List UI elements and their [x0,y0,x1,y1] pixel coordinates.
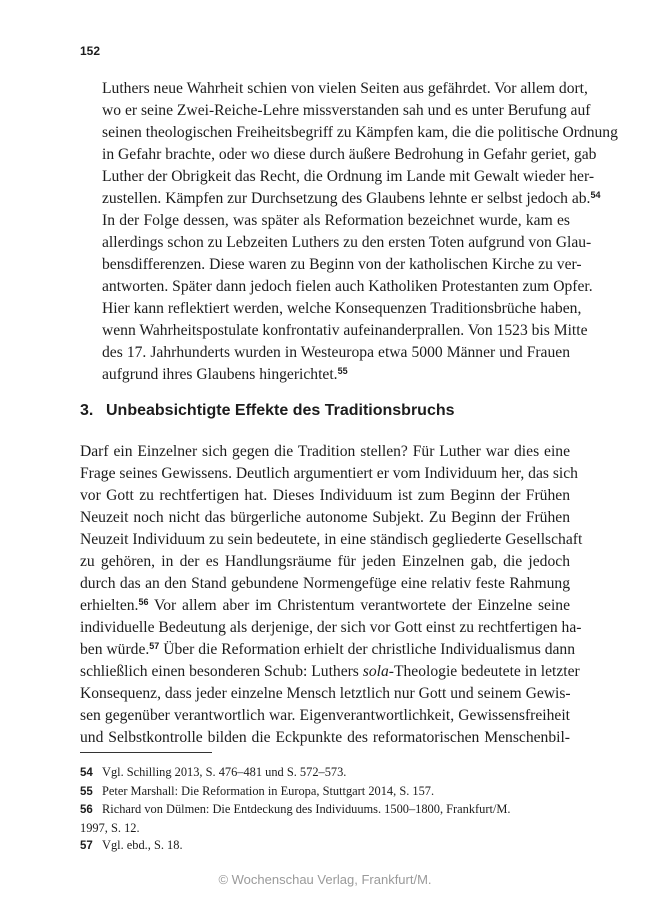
text-line [80,639,576,661]
section-title: Unbeabsichtigte Effekte des Traditionsbruchs [106,402,455,419]
text-line: Luther der Obrigkeit das Recht, die Ordnung im Lande mit Gewalt wieder her- [102,168,595,185]
footnote-text: Peter Marshall: Die Reformation in Europa, Stuttgart 2014, S. 157. [102,783,435,798]
text-line: wenn Wahrheitspostulate konfrontativ aufeinanderprallen. Von 1523 bis Mitte [102,322,588,339]
section-heading [80,402,455,420]
italic-term: sola [362,663,389,680]
footnote-text: Vgl. ebd., S. 18. [102,838,183,852]
text-line: zu gehören, in der es Handlungsräume für jeden Einzelnen gab, die jedoch [80,553,570,570]
footnote-number: 56 [80,804,93,816]
text-line [80,595,570,617]
footnote-ref-56[interactable]: 56 [138,597,149,607]
text-line [80,364,570,386]
text-line: wo er seine Zwei-Reiche-Lehre missverstanden sah und es unter Berufung auf [102,102,591,119]
footnote-54 [80,764,570,783]
text-line: Konsequenz, dass jeder einzelne Mensch letztlich nur Gott und seinem Gewis- [80,685,571,702]
text-run: zustellen. Kämpfen zur Durchsetzung des Glaubens lehnte er selbst jedoch ab. [102,190,591,207]
copyright-notice: © Wochenschau Verlag, Frankfurt/M. [218,872,432,887]
footnote-ref-55[interactable]: 55 [337,366,348,376]
footnote-divider [80,752,212,753]
text-run: -Theologie bedeutete in letzter [388,663,580,680]
text-line: Hier kann reflektiert werden, welche Konsequenzen Traditionsbrüche haben, [102,300,582,317]
footnotes [80,764,570,856]
text-line: durch das an den Stand gebundene Normengefüge eine relativ feste Rahmung [80,575,570,592]
text-run: aufgrund ihres Glaubens hingerichtet. [102,366,338,383]
text-line: bensdifferenzen. Diese waren zu Beginn von der katholischen Kirche zu ver- [102,256,582,273]
text-line [80,661,580,683]
footnote-text-continued: 1997, S. 12. [80,820,140,835]
text-line: in Gefahr brachte, oder wo diese durch äußere Bedrohung in Gefahr geriet, gab [102,146,597,163]
body-section-2 [80,441,583,749]
text-line: Neuzeit noch nicht das bürgerliche autonome Subjekt. Zu Beginn der Frühen [80,509,570,526]
text-line: allerdings schon zu Lebzeiten Luthers zu den ersten Toten aufgrund von Glau- [102,234,592,251]
footnote-ref-57[interactable]: 57 [149,641,160,651]
text-line: vor Gott zu rechtfertigen hat. Dieses Individuum ist zum Beginn der Frühen [80,487,570,504]
text-run: erhielten. [80,597,139,614]
footnote-number: 54 [80,767,93,779]
text-line: des 17. Jahrhunderts wurden in Westeuropa etwa 5000 Männer und Frauen [102,344,570,361]
text-run: schließlich einen besonderen Schub: Luthers [80,663,363,680]
paragraph-3 [80,441,583,749]
section-number: 3. [80,402,94,419]
text-line: sen gegenüber verantwortlich war. Eigenverantwortlichkeit, Gewissensfreiheit [80,707,570,724]
text-line: seinen theologischen Freiheitsbegriff zu Kämpfen kam, die die politische Ordnung [102,124,618,141]
text-line: individuelle Bedeutung als derjenige, der sich vor Gott einst zu rechtfertigen ha- [80,619,582,636]
text-line: Luthers neue Wahrheit schien von vielen Seiten aus gefährdet. Vor allem dort, [102,80,588,97]
text-line: In der Folge dessen, was später als Reformation bezeichnet wurde, kam es [102,212,570,229]
footnote-number: 57 [80,840,93,852]
body-section-1 [80,78,618,386]
footnote-56 [80,801,570,837]
text-line: Darf ein Einzelner sich gegen die Tradition stellen? Für Luther war dies eine [80,443,570,460]
text-line: antworten. Später dann jedoch fielen auch Katholiken Protestanten zum Opfer. [102,278,593,295]
footnote-number: 55 [80,785,93,798]
page-number: 152 [80,44,101,58]
paragraph-1 [80,78,618,210]
text-run: Über die Reformation erhielt der christliche Individualismus dann [159,641,576,658]
text-line: Neuzeit Individuum zu sein bedeutete, in eine ständisch gegliederte Gesellschaft [80,531,583,548]
text-line: und Selbstkontrolle bilden die Eckpunkte des reformatorischen Menschenbil- [80,729,570,746]
footnote-ref-54[interactable]: 54 [590,190,601,200]
text-line [80,188,601,210]
footnote-57 [80,837,570,856]
footnote-55 [80,783,570,802]
footnote-text: Vgl. Schilling 2013, S. 476–481 und S. 572–573. [102,765,347,779]
text-run: ben würde. [80,641,150,658]
text-line: Frage seines Gewissens. Deutlich argumentiert er vom Individuum her, das sich [80,465,578,482]
footnote-text: Richard von Dülmen: Die Entdeckung des Individuums. 1500–1800, Frankfurt/M. [102,802,511,816]
text-run: Vor allem aber im Christentum verantwortete der Einzelne seine [148,597,570,614]
paragraph-2 [80,210,593,386]
